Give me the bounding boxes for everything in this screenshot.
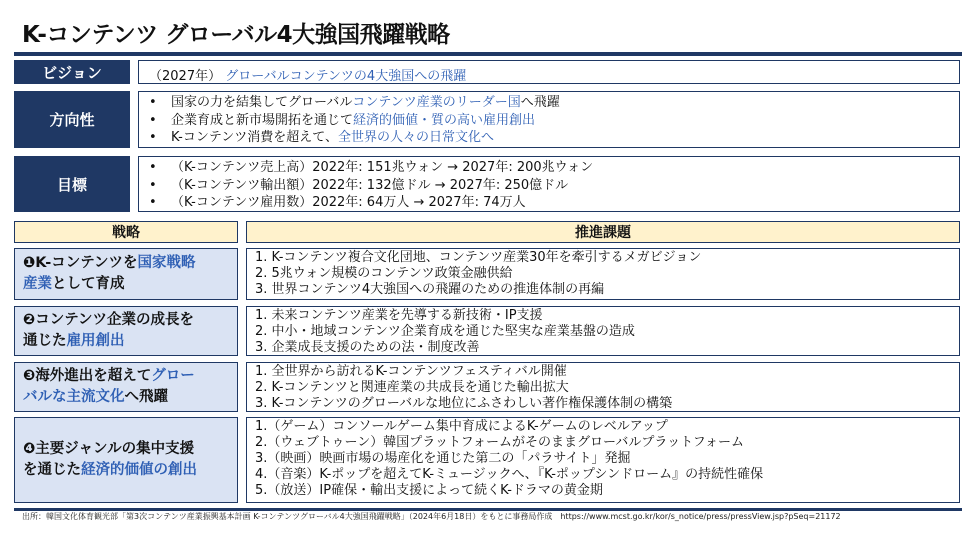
task-item: 3. 企業成長支援のための法・制度改善 (255, 340, 480, 355)
direction-label: 方向性 (14, 91, 130, 148)
strategy-2 (14, 306, 238, 356)
title-underline (14, 52, 962, 56)
vision-prefix: （2027年） (149, 69, 222, 84)
strategy-2-tasks (246, 306, 960, 356)
task-item: 2. K-コンテンツと関連産業の共成長を通じた輸出拡大 (255, 380, 569, 395)
direction-item: • 企業育成と新市場開拓を通じて経済的価値・質の高い雇用創出 (149, 112, 959, 130)
task-item: 1. K-コンテンツ複合文化団地、コンテンツ産業30年を牽引するメガビジョン (255, 250, 702, 265)
page-title: K-コンテンツ グローバル4大強国飛躍戦略 (22, 22, 450, 48)
source-note: 出所：韓国文化体育観光部「第3次コンテンツ産業振興基本計画 K-コンテンツグローバル4大強国飛躍戦略」（2024年6月18日）をもとに事務局作成 https://www.mcst.go.kr/kor/s_notice/press/pressView.jsp?pSeq=21172 (22, 512, 841, 521)
targets-label: 目標 (14, 156, 130, 212)
target-item: • （K-コンテンツ売上高）2022年: 151兆ウォン → 2027年: 200兆ウォン (149, 159, 959, 177)
strategy-4 (14, 417, 238, 503)
direction-box (138, 91, 960, 148)
strategy-2-text: ❷コンテンツ企業の成長を 通じた雇用創出 (23, 312, 195, 349)
target-item: • （K-コンテンツ雇用数）2022年: 64万人 → 2027年: 74万人 (149, 194, 959, 212)
target-item: • （K-コンテンツ輸出額）2022年: 132億ドル → 2027年: 250億ドル (149, 177, 959, 195)
task-item: 2.（ウェブトゥーン）韓国プラットフォームがそのままグローバルプラットフォーム (255, 435, 745, 450)
strategy-3 (14, 362, 238, 412)
vision-label: ビジョン (14, 60, 130, 84)
targets-box (138, 156, 960, 212)
strategy-1-tasks (246, 248, 960, 300)
strategy-4-text: ❹主要ジャンルの集中支援 を通じた経済的価値の創出 (23, 441, 197, 478)
strategy-4-tasks (246, 417, 960, 503)
strategy-header: 戦略 (14, 221, 238, 243)
task-item: 2. 中小・地域コンテンツ企業育成を通じた堅実な産業基盤の造成 (255, 324, 635, 339)
strategy-1 (14, 248, 238, 300)
tasks-header: 推進課題 (246, 221, 960, 243)
task-item: 1.（ゲーム）コンソールゲーム集中育成によるK-ゲームのレベルアップ (255, 419, 668, 434)
vision-box (138, 60, 960, 84)
direction-item: • K-コンテンツ消費を超えて、全世界の人々の日常文化へ (149, 129, 959, 147)
task-item: 1. 全世界から訪れるK-コンテンツフェスティバル開催 (255, 364, 567, 379)
direction-item: • 国家の力を結集してグローバルコンテンツ産業のリーダー国へ飛躍 (149, 94, 959, 112)
strategy-3-text: ❸海外進出を超えてグロー バルな主流文化へ飛躍 (23, 368, 195, 405)
vision-text (139, 61, 959, 84)
task-item: 3. 世界コンテンツ4大強国への飛躍のための推進体制の再編 (255, 282, 605, 297)
direction-list (139, 92, 959, 147)
task-item: 5.（放送）IP確保・輸出支援によって続くK-ドラマの黄金期 (255, 483, 603, 498)
task-item: 4.（音楽）K-ポップを超えてK-ミュージックへ、『K-ポップシンドローム』の持続性確保 (255, 467, 764, 482)
task-item: 3. K-コンテンツのグローバルな地位にふさわしい著作権保護体制の構築 (255, 396, 673, 411)
task-item: 1. 未来コンテンツ産業を先導する新技術・IP支援 (255, 308, 543, 323)
task-item: 2. 5兆ウォン規模のコンテンツ政策金融供給 (255, 266, 513, 281)
strategy-3-tasks (246, 362, 960, 412)
task-item: 3.（映画）映画市場の場産化を通じた第二の「パラサイト」発掘 (255, 451, 631, 466)
strategy-1-text: ❶K-コンテンツを国家戦略 産業として育成 (23, 255, 196, 292)
vision-statement: グローバルコンテンツの4大強国への飛躍 (225, 69, 467, 84)
targets-list (139, 157, 959, 212)
